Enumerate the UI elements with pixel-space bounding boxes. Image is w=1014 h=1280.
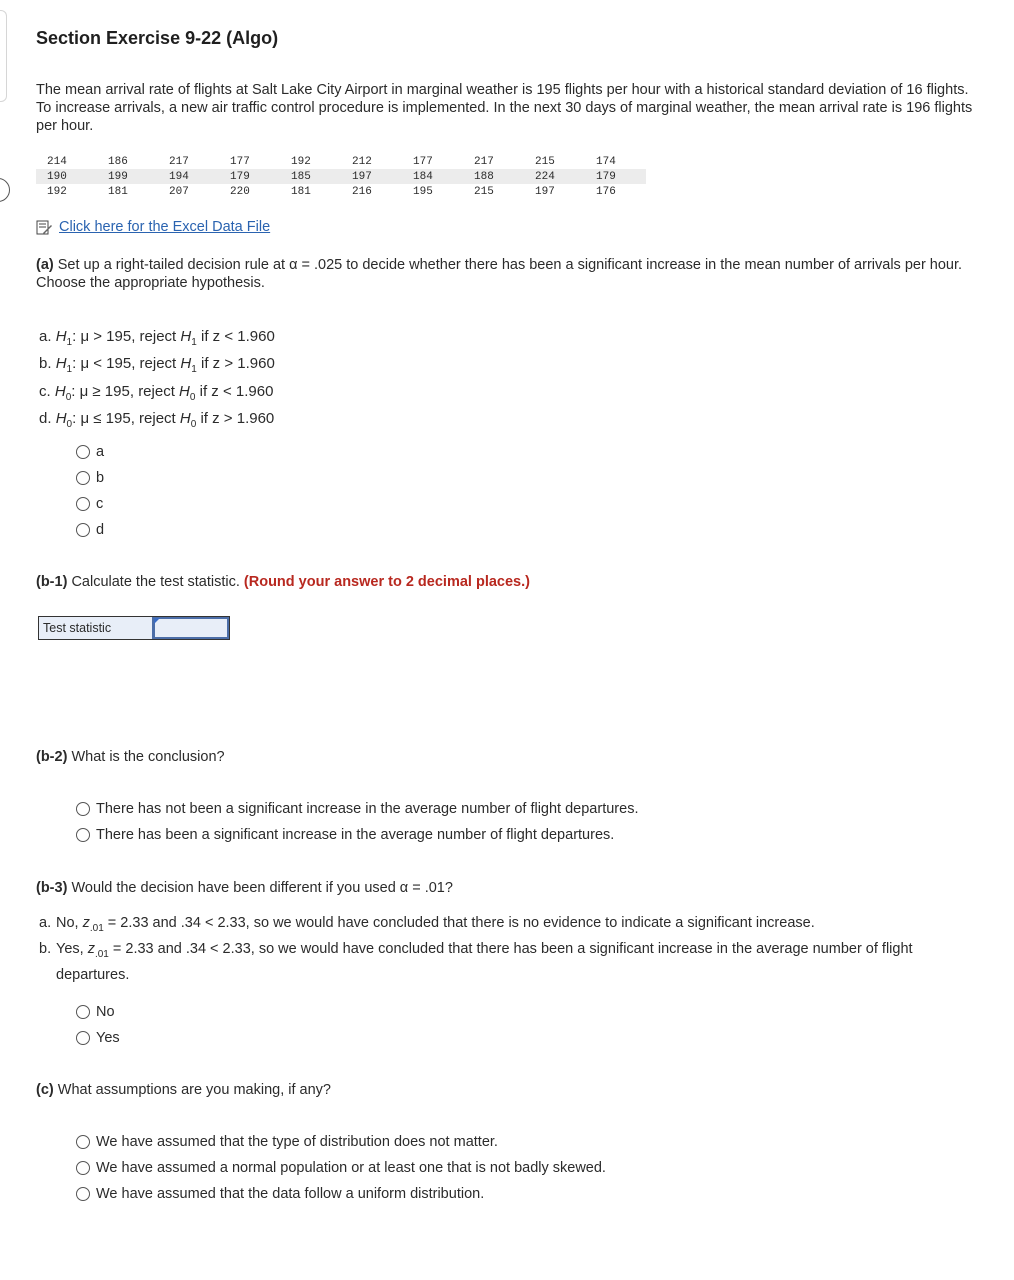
radio-option-yes[interactable]: Yes xyxy=(76,1025,120,1051)
part-b3-statements xyxy=(39,913,979,985)
test-statistic-label: Test statistic xyxy=(39,617,153,639)
radio-circle-icon[interactable] xyxy=(76,471,90,485)
radio-option-no[interactable]: No xyxy=(76,999,120,1025)
radio-option-d[interactable]: d xyxy=(76,517,104,543)
part-b2-options xyxy=(76,796,638,848)
radio-circle-icon[interactable] xyxy=(76,445,90,459)
radio-option-distribution-irrelevant[interactable]: We have assumed that the type of distribution does not matter. xyxy=(76,1129,606,1155)
radio-circle-icon[interactable] xyxy=(76,1031,90,1045)
radio-circle-icon[interactable] xyxy=(76,1187,90,1201)
part-b2-question: (b-2) What is the conclusion? xyxy=(36,749,225,765)
part-b3-question: (b-3) Would the decision have been different if you used α = .01? xyxy=(36,880,453,896)
radio-option-b[interactable]: b xyxy=(76,465,104,491)
hypothesis-d: d. $H_0$: μ ≤ 195, reject $H_0$ if z > 1.960 xyxy=(39,409,275,430)
excel-data-link[interactable] xyxy=(36,219,270,235)
left-panel-edge xyxy=(0,10,7,102)
problem-intro: The mean arrival rate of flights at Salt Lake City Airport in marginal weather is 195 flights per hour with a historical standard deviation of 16 flights. To increase arrivals, a new air traffic control procedure is implemented. In the next 30 days of marginal weather, the mean arrival rate is 196 flights per hour. xyxy=(36,82,973,134)
radio-option-significant[interactable]: There has been a significant increase in the average number of flight departures. xyxy=(76,822,638,848)
radio-option-normal-population[interactable]: We have assumed a normal population or at least one that is not badly skewed. xyxy=(76,1155,606,1181)
hypothesis-b: b. $H_1$: μ < 195, reject $H_1$ if z > 1.960 xyxy=(39,355,275,376)
radio-circle-icon[interactable] xyxy=(76,1005,90,1019)
radio-option-not-significant[interactable]: There has not been a significant increase in the average number of flight departures. xyxy=(76,796,638,822)
hypothesis-list xyxy=(39,326,275,435)
radio-option-a[interactable]: a xyxy=(76,439,104,465)
radio-circle-icon[interactable] xyxy=(76,497,90,511)
radio-option-c[interactable]: c xyxy=(76,491,104,517)
radio-circle-icon[interactable] xyxy=(76,523,90,537)
excel-file-icon xyxy=(36,220,53,235)
hypothesis-c: c. $H_0$: μ ≥ 195, reject $H_0$ if z < 1.960 xyxy=(39,382,274,403)
data-table xyxy=(36,154,646,199)
radio-circle-icon[interactable] xyxy=(76,802,90,816)
statement-b: b. Yes, $z_{.01} = 2.33$ and .34 < 2.33, so we would have concluded that there has been a significant increase in the average number of flight departures. xyxy=(39,940,913,983)
test-statistic-field xyxy=(38,616,230,640)
table-row: 192 181 207 220 181 216 195 215 197 176 xyxy=(47,185,616,198)
table-row: 190 199 194 179 185 197 184 188 224 179 xyxy=(36,169,646,184)
part-a-question: (a) Set up a right-tailed decision rule at α = .025 to decide whether there has been a significant increase in the mean number of arrivals per hour. Choose the appropriate hypothesis. xyxy=(36,257,963,291)
page-title: Section Exercise 9-22 (Algo) xyxy=(36,28,279,48)
nav-circle-icon[interactable] xyxy=(0,178,10,202)
test-statistic-input[interactable] xyxy=(153,617,229,639)
radio-circle-icon[interactable] xyxy=(76,1135,90,1149)
part-c-question: (c) What assumptions are you making, if any? xyxy=(36,1082,331,1098)
excel-link-text[interactable]: Click here for the Excel Data File xyxy=(59,219,271,235)
radio-circle-icon[interactable] xyxy=(76,1161,90,1175)
radio-option-uniform-distribution[interactable]: We have assumed that the data follow a uniform distribution. xyxy=(76,1181,606,1207)
radio-circle-icon[interactable] xyxy=(76,828,90,842)
part-a-options xyxy=(76,439,104,543)
part-b1-question: (b-1) Calculate the test statistic. (Round your answer to 2 decimal places.) xyxy=(36,574,530,590)
statement-a: a. No, $z_{.01} = 2.33$ and .34 < 2.33, so we would have concluded that there is no evidence to indicate a significant increase. xyxy=(39,915,815,934)
hypothesis-a: a. $H_1$: μ > 195, reject $H_1$ if z < 1.960 xyxy=(39,328,275,348)
part-c-options xyxy=(76,1129,606,1207)
part-b3-options xyxy=(76,999,120,1051)
table-row: 214 186 217 177 192 212 177 217 215 174 xyxy=(47,155,616,168)
